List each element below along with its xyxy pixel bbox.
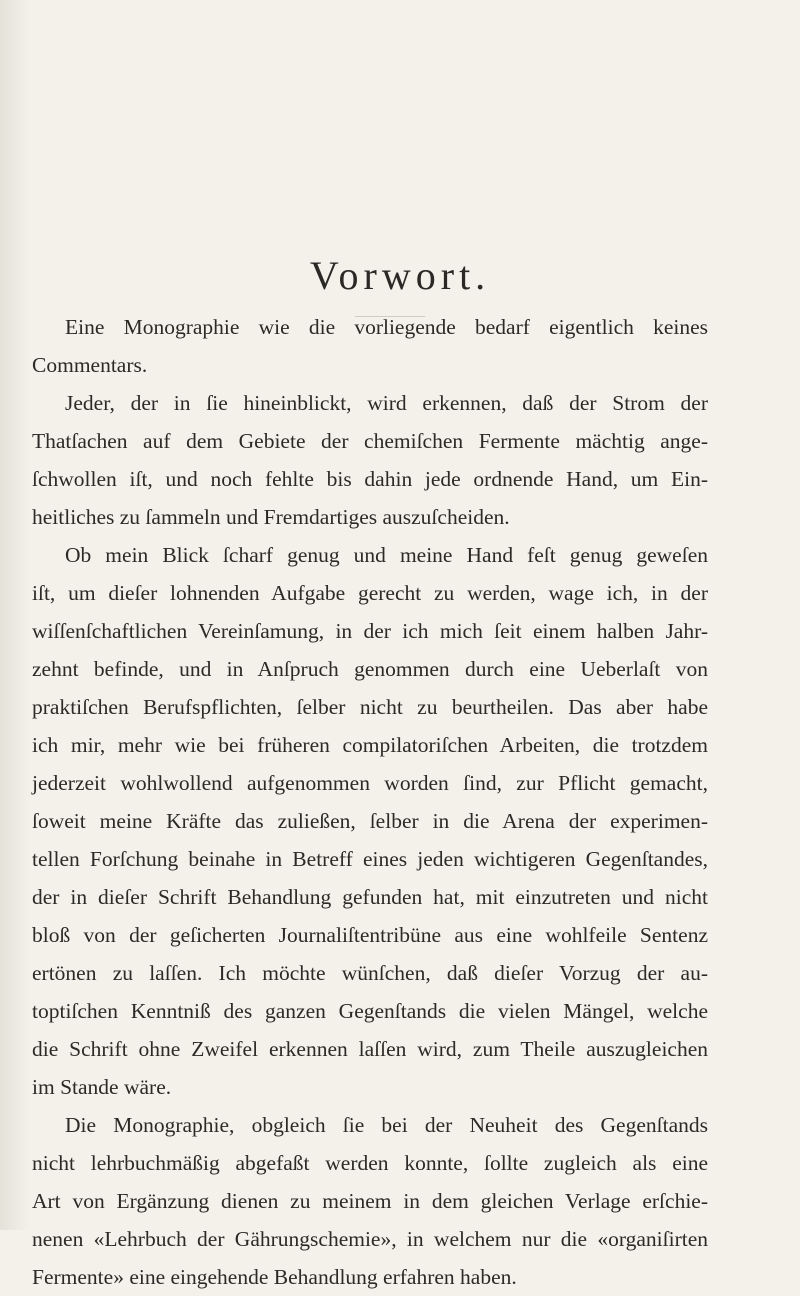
text-line: ich mir, mehr wie bei früheren compilatoriſchen Arbeiten, die trotzdem [32,733,708,757]
preface-text [32,308,708,1296]
text-line: Art von Ergänzung dienen zu meinem in dem gleichen Verlage erſchie- [32,1189,708,1213]
text-line: ſchwollen iſt, und noch fehlte bis dahin jede ordnende Hand, um Ein- [32,467,708,491]
text-line: Ob mein Blick ſcharf genug und meine Hand feſt genug geweſen [65,543,708,567]
paragraph [32,536,708,1106]
text-line: praktiſchen Berufspflichten, ſelber nicht zu beurtheilen. Das aber habe [32,695,708,719]
text-line: der in dieſer Schrift Behandlung gefunden hat, mit einzutreten und nicht [32,885,708,909]
text-line: tellen Forſchung beinahe in Betreff eines jeden wichtigeren Gegenſtandes, [32,847,708,871]
text-line: toptiſchen Kenntniß des ganzen Gegenſtands die vielen Mängel, welche [32,999,708,1023]
text-line: Jeder, der in ſie hineinblickt, wird erkennen, daß der Strom der [65,391,708,415]
paragraph [32,384,708,536]
text-line: ſoweit meine Kräfte das zuließen, ſelber in die Arena der experimen- [32,809,708,833]
text-line: Thatſachen auf dem Gebiete der chemiſchen Fermente mächtig ange- [32,429,708,453]
paragraph [32,308,708,384]
text-line: zehnt befinde, und in Anſpruch genommen durch eine Ueberlaſt von [32,657,708,681]
text-line: iſt, um dieſer lohnenden Aufgabe gerecht zu werden, wage ich, in der [32,581,708,605]
text-line: Commentars. [32,353,148,377]
text-line: jederzeit wohlwollend aufgenommen worden ſind, zur Pflicht gemacht, [32,771,708,795]
text-line: ertönen zu laſſen. Ich möchte wünſchen, daß dieſer Vorzug der au- [32,961,708,985]
paragraph [32,1106,708,1296]
text-line: Fermente» eine eingehende Behandlung erfahren haben. [32,1265,517,1289]
text-line: heitliches zu ſammeln und Fremdartiges auszuſcheiden. [32,505,510,529]
text-line: im Stande wäre. [32,1075,172,1099]
text-line: wiſſenſchaftlichen Vereinſamung, in der ich mich ſeit einem halben Jahr- [32,619,708,643]
text-line: Eine Monographie wie die vorliegende bedarf eigentlich keines [65,315,708,339]
text-line: nenen «Lehrbuch der Gährungschemie», in welchem nur die «organiſirten [32,1227,708,1251]
page-title: Vorwort. [309,253,491,298]
text-line: bloß von der geſicherten Journaliſtentribüne aus eine wohlfeile Sentenz [32,923,708,947]
text-line: nicht lehrbuchmäßig abgefaßt werden konnte, ſollte zugleich als eine [32,1151,708,1175]
text-line: die Schrift ohne Zweifel erkennen laſſen wird, zum Theile auszugleichen [32,1037,708,1061]
text-line: Die Monographie, obgleich ſie bei der Neuheit des Gegenſtands [65,1113,708,1137]
